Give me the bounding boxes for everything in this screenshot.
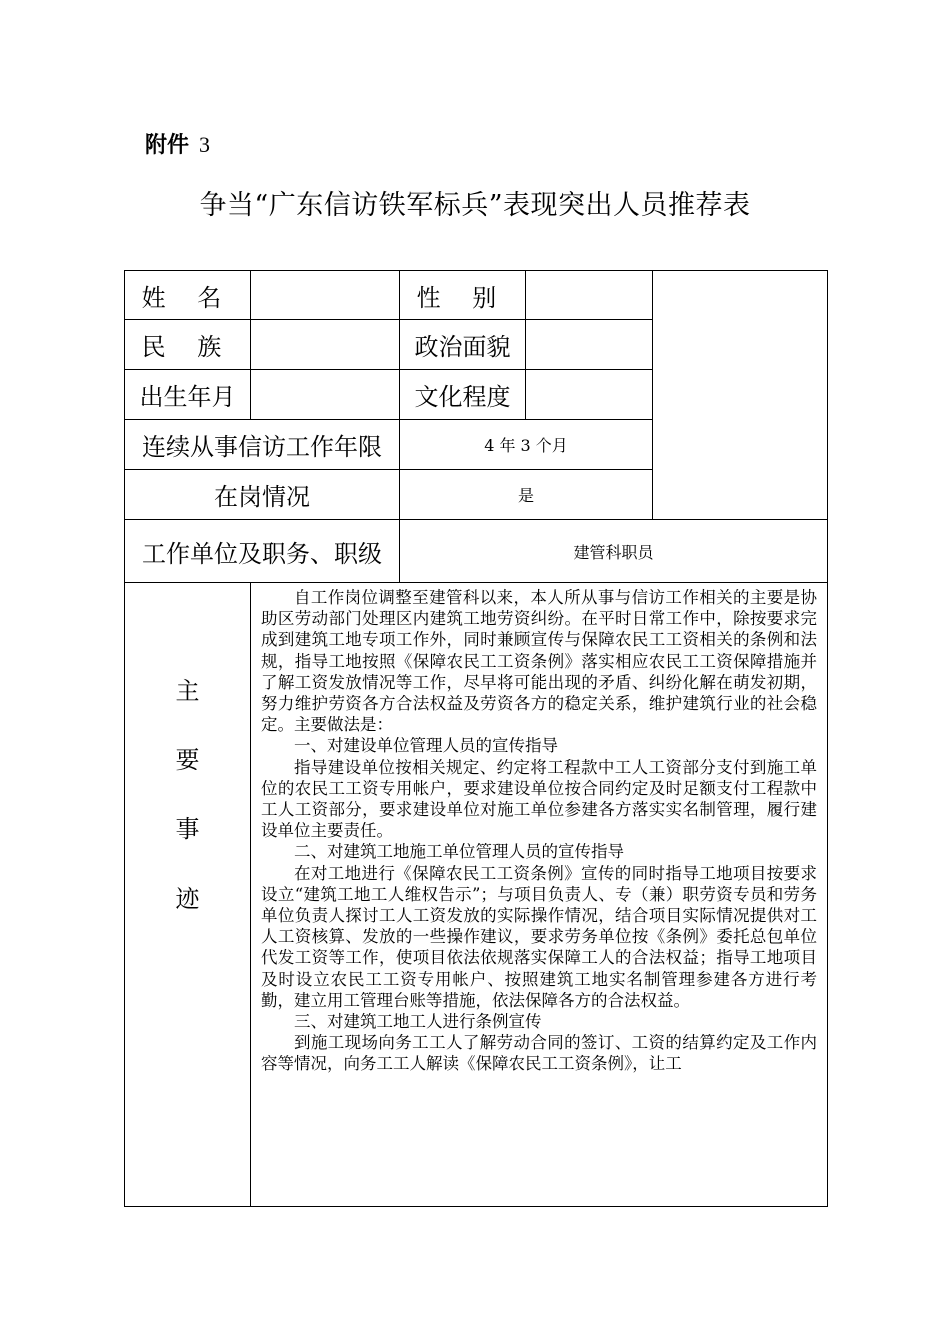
education-field[interactable] <box>525 369 653 420</box>
deeds-content[interactable] <box>250 582 828 1207</box>
gender-label: 性 别 <box>399 270 526 320</box>
ethnicity-label: 民 族 <box>124 319 251 370</box>
deeds-intro: 自工作岗位调整至建管科以来，本人所从事与信访工作相关的主要是协助区劳动部门处理区内建筑工地劳资纠纷。在平时日常工作中，除按要求完成到建筑工地专项工作外，同时兼顾宣传与保障农民工工资相关的条例和法规，指导工地按照《保障农民工工资条例》落实相应农民工工资保障措施并了解工资发放情况等工作，尽早将可能出现的矛盾、纠纷化解在萌发初期，努力维护劳资各方合法权益及劳资各方的稳定关系，维护建筑行业的社会稳定。主要做法是： <box>261 588 817 735</box>
section-body: 到施工现场向务工工人了解劳动合同的签订、工资的结算约定及工作内容等情况，向务工工人解读《保障农民工工资条例》，让工 <box>261 1033 817 1074</box>
years-field[interactable]: 4 年 3 个月 <box>399 419 653 470</box>
ethnicity-field[interactable] <box>250 319 400 370</box>
attachment-text: 附件 <box>145 132 190 158</box>
attachment-number: 3 <box>199 132 211 157</box>
section-title: 一、对建设单位管理人员的宣传指导 <box>294 736 558 756</box>
name-label: 姓 名 <box>124 270 251 320</box>
deeds-label-char: 迹 <box>175 885 200 913</box>
birth-field[interactable] <box>250 369 400 420</box>
education-label: 文化程度 <box>399 369 526 420</box>
deeds-label <box>124 582 251 1207</box>
political-field[interactable] <box>525 319 653 370</box>
onduty-field[interactable]: 是 <box>399 469 653 520</box>
political-label: 政治面貌 <box>399 319 526 370</box>
section-title: 二、对建筑工地施工单位管理人员的宣传指导 <box>294 842 624 862</box>
unit-label: 工作单位及职务、职级 <box>124 519 400 583</box>
form-title: 争当“广东信访铁军标兵”表现突出人员推荐表 <box>199 190 751 221</box>
birth-label: 出生年月 <box>124 369 251 420</box>
name-field[interactable] <box>250 270 400 320</box>
deeds-label-char: 主 <box>175 677 200 705</box>
onduty-label: 在岗情况 <box>124 469 400 520</box>
section-body: 指导建设单位按相关规定、约定将工程款中工人工资部分支付到施工单位的农民工工资专用帐户，要求建设单位按合同约定及时足额支付工程款中工人工资部分，要求建设单位对施工单位参建各方落实实名制管理，履行建设单位主要责任。 <box>261 757 817 841</box>
deeds-label-char: 事 <box>175 815 200 843</box>
unit-field[interactable]: 建管科职员 <box>399 519 828 583</box>
section-title: 三、对建筑工地工人进行条例宣传 <box>294 1012 542 1032</box>
deeds-label-char: 要 <box>175 746 200 774</box>
years-label: 连续从事信访工作年限 <box>124 419 400 470</box>
photo-box <box>652 270 828 520</box>
section-body: 在对工地进行《保障农民工工资条例》宣传的同时指导工地项目按要求设立“建筑工地工人维权告示”；与项目负责人、专（兼）职劳资专员和劳务单位负责人探讨工人工资发放的实际操作情况，结合项目实际情况提供对工人工资核算、发放的一些操作建议，要求劳务单位按《条例》委托总包单位代发工资等工作，使项目依法依规落实保障工人的合法权益；指导工地项目及时设立农民工工资专用帐户、按照建筑工地实名制管理参建各方进行考勤，建立用工管理台账等措施，依法保障各方的合法权益。 <box>261 863 817 1010</box>
gender-field[interactable] <box>525 270 653 320</box>
